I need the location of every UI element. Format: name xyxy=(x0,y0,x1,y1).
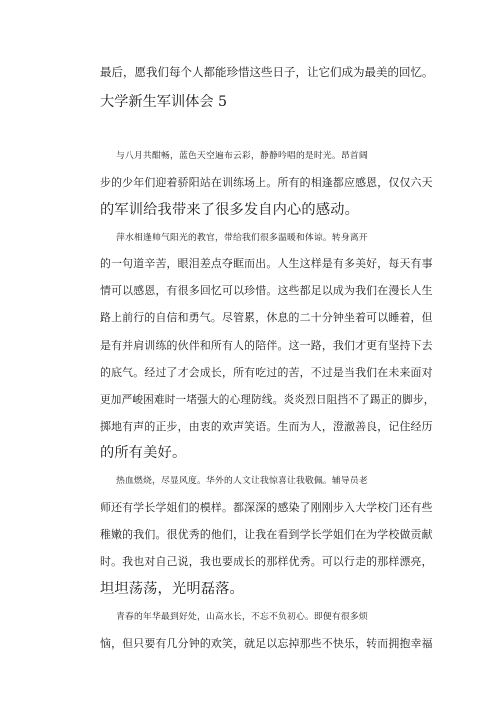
paragraph-line: 是有并肩训练的伙伴和所有人的陪伴。这一路，我们才更有坚持下去 xyxy=(100,339,433,352)
paragraph-line: 更加严峻困难时一堵强大的心理防线。炎炎烈日阻挡不了踢正的脚步， xyxy=(100,394,435,406)
paragraph-line: 的军训给我带来了很多发自内心的感动。 xyxy=(100,202,359,218)
paragraph-line: 的一句道辛苦，眼泪差点夺眶而出。人生这样是有多美好，每天有事 xyxy=(100,257,433,270)
paragraph-line: 情可以感恩，有很多回忆可以珍惜。这些都足以成为我们在漫长人生 xyxy=(100,284,433,297)
paragraph-line: 与八月共酣畅，蓝色天空遍布云彩，静静吟唱的是时光。昂首阔 xyxy=(116,151,368,161)
paragraph-line: 步的少年们迎着骄阳站在训练场上。所有的相逢都应感恩，仅仅六天 xyxy=(100,176,433,189)
paragraph-line: 路上前行的自信和勇气。尽管累，休息的二十分钟坐着可以睡着，但 xyxy=(100,311,433,324)
intro-line: 最后，愿我们每个人都能珍惜这些日子，让它们成为最美的回忆。 xyxy=(100,65,434,79)
paragraph-line: 恼，但只要有几分钟的欢笑，就足以忘掉那些不快乐，转而拥抱幸福 xyxy=(100,637,433,650)
paragraph-line: 掷地有声的正步，由衷的欢声笑语。生而为人，澄澈善良，记住经历 xyxy=(100,420,433,433)
paragraph-line: 师还有学长学姐们的模样。都深深的感染了刚刚步入大学校门还有些 xyxy=(100,501,433,514)
paragraph-line: 青春的年华最到好处，山高水长，不忘不负初心。即便有很多烦 xyxy=(116,612,368,622)
paragraph-line: 的所有美好。 xyxy=(100,445,187,461)
paragraph-line: 的底气。经过了才会成长，所有吃过的苦，不过是当我们在未来面对 xyxy=(100,366,433,379)
paragraph-line: 稚嫩的我们。很优秀的他们，让我在看到学长学姐们在为学校做贡献 xyxy=(100,528,433,541)
paragraph-line: 坦坦荡荡，光明磊落。 xyxy=(100,581,244,597)
paragraph-line: 热血燃烧，尽显风度。华外的人文让我惊喜让我敬佩。辅导员老 xyxy=(116,476,368,486)
section-heading: 大学新生军训体会 5 xyxy=(100,94,228,110)
paragraph-line: 萍水相逢帅气阳光的教官，带给我们很多温暖和体谅。转身离开 xyxy=(116,233,368,243)
paragraph-line: 时。我也对自己说，我也要成长的那样优秀。可以行走的那样漂亮， xyxy=(100,555,433,568)
